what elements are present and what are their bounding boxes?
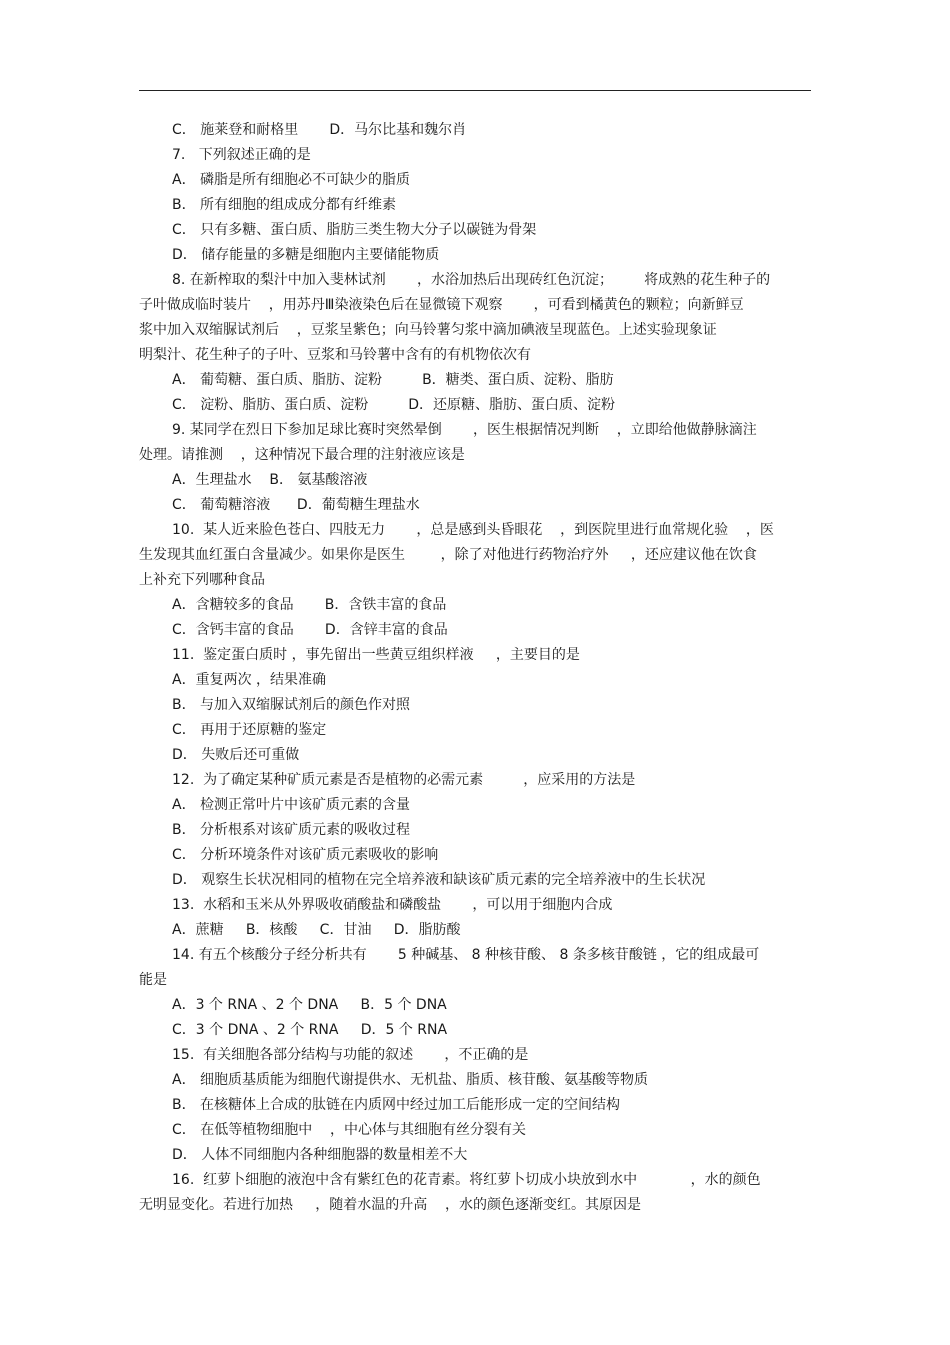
text-line: D． 人体不同细胞内各种细胞器的数量相差不大: [172, 1147, 468, 1163]
text-line: A．生理盐水 B． 氨基酸溶液: [172, 472, 368, 488]
text-line: A．蔗糖 B．核酸 C．甘油 D．脂肪酸: [172, 922, 461, 938]
text-line: 子叶做成临时装片 ，用苏丹Ⅲ染液染色后在显微镜下观察 ，可看到橘黄色的颗粒；向新鲜豆: [139, 297, 744, 313]
text-line: B． 分析根系对该矿质元素的吸收过程: [172, 822, 411, 838]
text-line: A． 磷脂是所有细胞必不可缺少的脂质: [172, 172, 411, 188]
text-line: D． 失败后还可重做: [172, 747, 300, 763]
text-line: C． 只有多糖、蛋白质、脂肪三类生物大分子以碳链为骨架: [172, 222, 537, 238]
text-line: 浆中加入双缩脲试剂后 ，豆浆呈紫色；向马铃薯匀浆中滴加碘液呈现蓝色。上述实验现象证: [139, 322, 717, 338]
text-line: C．3 个 DNA 、2 个 RNA D．5 个 RNA: [172, 1022, 448, 1038]
text-line: 11. 鉴定蛋白质时 ，事先留出一些黄豆组织样液 ，主要目的是: [172, 647, 580, 663]
header-rule: [139, 90, 811, 91]
text-line: 14. 有五个核酸分子经分析共有 5 种碱基、 8 种核苷酸、 8 条多核苷酸链 ，它的组成最可: [172, 947, 760, 963]
text-line: A．3 个 RNA 、2 个 DNA B．5 个 DNA: [172, 997, 447, 1013]
text-line: D． 观察生长状况相同的植物在完全培养液和缺该矿质元素的完全培养液中的生长状况: [172, 872, 706, 888]
text-line: 生发现其血红蛋白含量减少。如果你是医生 ，除了对他进行药物治疗外 ，还应建议他在饮食: [139, 547, 757, 563]
text-line: D． 储存能量的多糖是细胞内主要储能物质: [172, 247, 440, 263]
text-line: 明梨汁、花生种子的子叶、豆浆和马铃薯中含有的有机物依次有: [139, 347, 531, 363]
text-line: 10. 某人近来脸色苍白、四肢无力 ，总是感到头昏眼花 ，到医院里进行血常规化验 ，医: [172, 522, 774, 538]
text-line: A． 检测正常叶片中该矿质元素的含量: [172, 797, 411, 813]
text-line: C． 施莱登和耐格里 D．马尔比基和魏尔肖: [172, 122, 467, 138]
text-line: 9. 某同学在烈日下参加足球比赛时突然晕倒 ，医生根据情况判断 ，立即给他做静脉滴注: [172, 422, 757, 438]
text-line: C． 再用于还原糖的鉴定: [172, 722, 327, 738]
text-line: B． 与加入双缩脲试剂后的颜色作对照: [172, 697, 411, 713]
text-line: 15. 有关细胞各部分结构与功能的叙述 ，不正确的是: [172, 1047, 529, 1063]
text-line: B． 所有细胞的组成成分都有纤维素: [172, 197, 397, 213]
text-line: A．含糖较多的食品 B．含铁丰富的食品: [172, 597, 447, 613]
text-line: C． 葡萄糖溶液 D．葡萄糖生理盐水: [172, 497, 420, 513]
text-line: 处理。请推测 ，这种情况下最合理的注射液应该是: [139, 447, 465, 463]
text-line: 能是: [139, 972, 167, 988]
text-line: C． 淀粉、脂肪、蛋白质、淀粉 D．还原糖、脂肪、蛋白质、淀粉: [172, 397, 616, 413]
text-line: A．重复两次 ，结果准确: [172, 672, 327, 688]
text-line: 16. 红萝卜细胞的液泡中含有紫红色的花青素。将红萝卜切成小块放到水中 ，水的颜色: [172, 1172, 761, 1188]
text-line: A． 细胞质基质能为细胞代谢提供水、无机盐、脂质、核苷酸、氨基酸等物质: [172, 1072, 649, 1088]
text-line: A． 葡萄糖、蛋白质、脂肪、淀粉 B．糖类、蛋白质、淀粉、脂肪: [172, 372, 614, 388]
text-line: C．含钙丰富的食品 D．含锌丰富的食品: [172, 622, 448, 638]
text-line: 7. 下列叙述正确的是: [172, 147, 311, 163]
text-line: C． 分析环境条件对该矿质元素吸收的影响: [172, 847, 439, 863]
text-line: 上补充下列哪种食品: [139, 572, 265, 588]
text-line: 13. 水稻和玉米从外界吸收硝酸盐和磷酸盐 ，可以用于细胞内合成: [172, 897, 613, 913]
text-line: 8. 在新榨取的梨汁中加入斐林试剂 ，水浴加热后出现砖红色沉淀； 将成熟的花生种子的: [172, 272, 771, 288]
text-line: B． 在核糖体上合成的肽链在内质网中经过加工后能形成一定的空间结构: [172, 1097, 621, 1113]
text-line: C． 在低等植物细胞中 ，中心体与其细胞有丝分裂有关: [172, 1122, 527, 1138]
text-line: 12. 为了确定某种矿质元素是否是植物的必需元素 ，应采用的方法是: [172, 772, 636, 788]
text-line: 无明显变化。若进行加热 ，随着水温的升高 ，水的颜色逐渐变红。其原因是: [139, 1197, 642, 1213]
document-body: [139, 118, 811, 1218]
